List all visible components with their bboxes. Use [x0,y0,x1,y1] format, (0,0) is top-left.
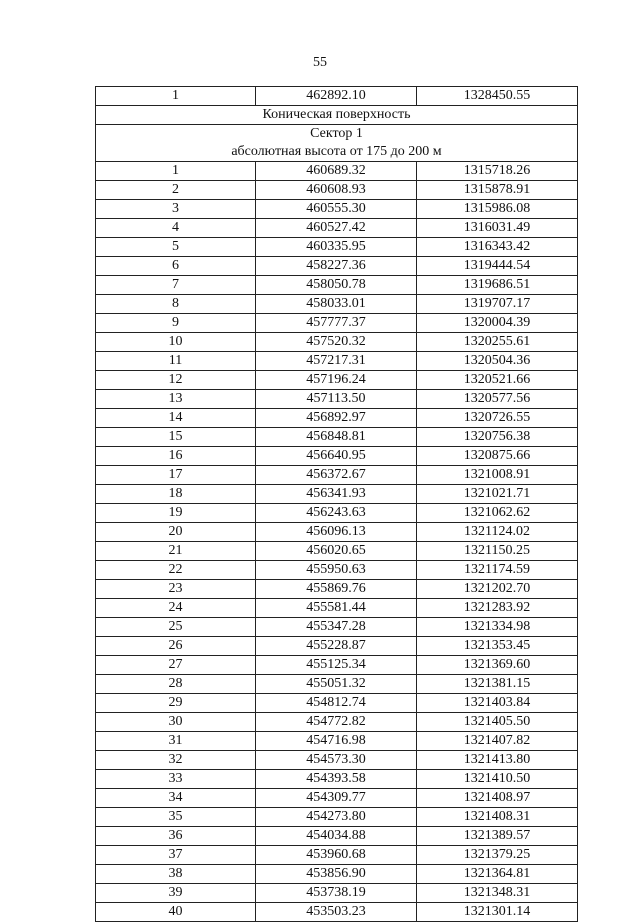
y-coordinate-cell: 1321408.97 [417,789,578,808]
point-number-cell: 33 [96,770,256,789]
x-coordinate-cell: 458050.78 [256,276,417,295]
x-coordinate-cell: 460689.32 [256,162,417,181]
table-row [96,827,578,846]
point-number-cell: 1 [96,87,256,106]
point-number-cell: 19 [96,504,256,523]
point-number-cell: 21 [96,542,256,561]
table-row [96,333,578,352]
y-coordinate-cell: 1321334.98 [417,618,578,637]
point-number-cell: 5 [96,238,256,257]
table-row [96,181,578,200]
y-coordinate-cell: 1315986.08 [417,200,578,219]
x-coordinate-cell: 455125.34 [256,656,417,675]
table-row [96,238,578,257]
x-coordinate-cell: 453738.19 [256,884,417,903]
table-row [96,200,578,219]
table-row [96,162,578,181]
x-coordinate-cell: 453960.68 [256,846,417,865]
point-number-cell: 2 [96,181,256,200]
point-number-cell: 20 [96,523,256,542]
x-coordinate-cell: 454273.80 [256,808,417,827]
y-coordinate-cell: 1316343.42 [417,238,578,257]
point-number-cell: 12 [96,371,256,390]
table-row [96,903,578,922]
point-number-cell: 6 [96,257,256,276]
point-number-cell: 38 [96,865,256,884]
point-number-cell: 35 [96,808,256,827]
point-number-cell: 14 [96,409,256,428]
point-number-cell: 16 [96,447,256,466]
x-coordinate-cell: 460555.30 [256,200,417,219]
table-row [96,808,578,827]
table-row [96,694,578,713]
table-row [96,675,578,694]
point-number-cell: 27 [96,656,256,675]
y-coordinate-cell: 1315718.26 [417,162,578,181]
x-coordinate-cell: 456020.65 [256,542,417,561]
point-number-cell: 30 [96,713,256,732]
point-number-cell: 18 [96,485,256,504]
point-number-cell: 8 [96,295,256,314]
point-number-cell: 36 [96,827,256,846]
x-coordinate-cell: 455581.44 [256,599,417,618]
y-coordinate-cell: 1321353.45 [417,637,578,656]
x-coordinate-cell: 456892.97 [256,409,417,428]
table-row [96,846,578,865]
y-coordinate-cell: 1328450.55 [417,87,578,106]
y-coordinate-cell: 1320521.66 [417,371,578,390]
y-coordinate-cell: 1320255.61 [417,333,578,352]
y-coordinate-cell: 1321124.02 [417,523,578,542]
x-coordinate-cell: 456848.81 [256,428,417,447]
y-coordinate-cell: 1321389.57 [417,827,578,846]
y-coordinate-cell: 1321413.80 [417,751,578,770]
table-row [96,428,578,447]
y-coordinate-cell: 1321407.82 [417,732,578,751]
x-coordinate-cell: 455869.76 [256,580,417,599]
point-number-cell: 7 [96,276,256,295]
table-row [96,409,578,428]
y-coordinate-cell: 1319707.17 [417,295,578,314]
table-row [96,865,578,884]
point-number-cell: 34 [96,789,256,808]
y-coordinate-cell: 1320726.55 [417,409,578,428]
x-coordinate-cell: 454309.77 [256,789,417,808]
x-coordinate-cell: 456372.67 [256,466,417,485]
table-row [96,732,578,751]
point-number-cell: 13 [96,390,256,409]
x-coordinate-cell: 457520.32 [256,333,417,352]
x-coordinate-cell: 457217.31 [256,352,417,371]
x-coordinate-cell: 456243.63 [256,504,417,523]
y-coordinate-cell: 1320004.39 [417,314,578,333]
point-number-cell: 40 [96,903,256,922]
table-row [96,580,578,599]
point-number-cell: 3 [96,200,256,219]
section-title: Коническая поверхность [96,106,578,125]
table-row [96,447,578,466]
point-number-cell: 23 [96,580,256,599]
table-row [96,504,578,523]
y-coordinate-cell: 1320756.38 [417,428,578,447]
y-coordinate-cell: 1321379.25 [417,846,578,865]
point-number-cell: 4 [96,219,256,238]
point-number-cell: 31 [96,732,256,751]
x-coordinate-cell: 456096.13 [256,523,417,542]
x-coordinate-cell: 455347.28 [256,618,417,637]
x-coordinate-cell: 454772.82 [256,713,417,732]
table-row [96,884,578,903]
table-row [96,352,578,371]
coordinates-table [95,86,578,922]
y-coordinate-cell: 1321202.70 [417,580,578,599]
y-coordinate-cell: 1321150.25 [417,542,578,561]
table-row [96,656,578,675]
point-number-cell: 39 [96,884,256,903]
x-coordinate-cell: 453856.90 [256,865,417,884]
x-coordinate-cell: 453503.23 [256,903,417,922]
table-row [96,276,578,295]
y-coordinate-cell: 1321008.91 [417,466,578,485]
sector-header-cell [96,125,578,162]
page-number: 55 [313,55,327,70]
x-coordinate-cell: 454034.88 [256,827,417,846]
point-number-cell: 37 [96,846,256,865]
table-row [96,371,578,390]
x-coordinate-cell: 457113.50 [256,390,417,409]
y-coordinate-cell: 1321405.50 [417,713,578,732]
x-coordinate-cell: 454393.58 [256,770,417,789]
x-coordinate-cell: 455950.63 [256,561,417,580]
point-number-cell: 10 [96,333,256,352]
y-coordinate-cell: 1321301.14 [417,903,578,922]
point-number-cell: 32 [96,751,256,770]
table-row [96,219,578,238]
table-row [96,87,578,106]
x-coordinate-cell: 460527.42 [256,219,417,238]
y-coordinate-cell: 1321369.60 [417,656,578,675]
point-number-cell: 24 [96,599,256,618]
y-coordinate-cell: 1316031.49 [417,219,578,238]
y-coordinate-cell: 1320504.36 [417,352,578,371]
y-coordinate-cell: 1319686.51 [417,276,578,295]
x-coordinate-cell: 458033.01 [256,295,417,314]
point-number-cell: 25 [96,618,256,637]
x-coordinate-cell: 457777.37 [256,314,417,333]
height-range-label: абсолютная высота от 175 до 200 м [231,144,442,159]
point-number-cell: 28 [96,675,256,694]
table-row [96,599,578,618]
y-coordinate-cell: 1321381.15 [417,675,578,694]
point-number-cell: 29 [96,694,256,713]
x-coordinate-cell: 454573.30 [256,751,417,770]
y-coordinate-cell: 1321364.81 [417,865,578,884]
point-number-cell: 26 [96,637,256,656]
sector-title: Сектор 1 [310,126,363,141]
section-header-row [96,106,578,125]
y-coordinate-cell: 1319444.54 [417,257,578,276]
table-row [96,257,578,276]
point-number-cell: 1 [96,162,256,181]
x-coordinate-cell: 456640.95 [256,447,417,466]
table-row [96,618,578,637]
table-row [96,485,578,504]
table-row [96,713,578,732]
point-number-cell: 15 [96,428,256,447]
x-coordinate-cell: 460608.93 [256,181,417,200]
table-row [96,295,578,314]
table-row [96,770,578,789]
point-number-cell: 11 [96,352,256,371]
x-coordinate-cell: 454812.74 [256,694,417,713]
table-row [96,390,578,409]
y-coordinate-cell: 1321410.50 [417,770,578,789]
x-coordinate-cell: 460335.95 [256,238,417,257]
x-coordinate-cell: 458227.36 [256,257,417,276]
x-coordinate-cell: 454716.98 [256,732,417,751]
y-coordinate-cell: 1321062.62 [417,504,578,523]
table-row [96,542,578,561]
sector-header-row [96,125,578,162]
y-coordinate-cell: 1321283.92 [417,599,578,618]
y-coordinate-cell: 1315878.91 [417,181,578,200]
x-coordinate-cell: 455228.87 [256,637,417,656]
y-coordinate-cell: 1321174.59 [417,561,578,580]
point-number-cell: 17 [96,466,256,485]
table-row [96,466,578,485]
x-coordinate-cell: 456341.93 [256,485,417,504]
point-number-cell: 22 [96,561,256,580]
y-coordinate-cell: 1321408.31 [417,808,578,827]
y-coordinate-cell: 1320577.56 [417,390,578,409]
table-row [96,561,578,580]
point-number-cell: 9 [96,314,256,333]
table-row [96,789,578,808]
y-coordinate-cell: 1321021.71 [417,485,578,504]
x-coordinate-cell: 455051.32 [256,675,417,694]
table-row [96,637,578,656]
table-row [96,751,578,770]
y-coordinate-cell: 1320875.66 [417,447,578,466]
x-coordinate-cell: 462892.10 [256,87,417,106]
x-coordinate-cell: 457196.24 [256,371,417,390]
table-row [96,523,578,542]
y-coordinate-cell: 1321348.31 [417,884,578,903]
table-row [96,314,578,333]
y-coordinate-cell: 1321403.84 [417,694,578,713]
